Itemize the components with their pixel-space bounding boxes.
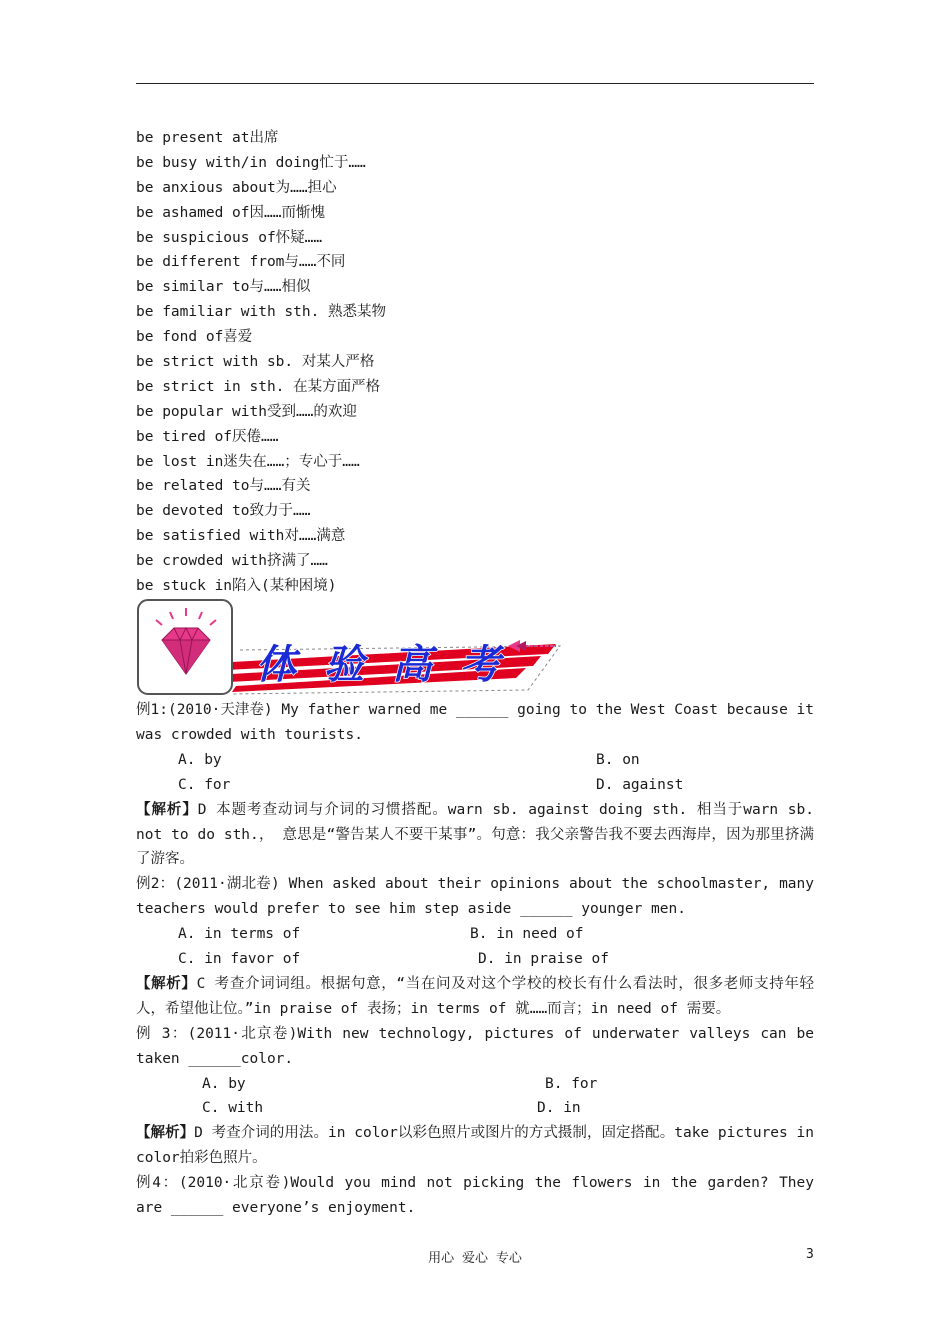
option-d: D. against	[596, 776, 684, 793]
banner-title-char: 验	[324, 642, 364, 688]
option-row	[136, 922, 814, 947]
phrase-item: be popular with受到……的欢迎	[136, 403, 357, 420]
example-question: 例 3：(2011·北京卷)With new technology, pictures of underwater valleys can be taken ______color.	[136, 1025, 814, 1067]
option-row	[136, 1072, 814, 1097]
example-question: 例1:(2010·天津卷) My father warned me ______ going to the West Coast because it was crowded with tourists.	[136, 702, 814, 743]
analysis	[136, 972, 814, 1022]
phrase-item: be busy with/in doing忙于……	[136, 154, 366, 171]
analysis-text: D 本题考查动词与介词的习惯搭配。warn sb. against doing sth. 相当于warn sb. not to do sth.， 意思是“警告某人不要干某事”。句意：我父亲警告我不要去西海岸，因为那里挤满了游客。	[136, 801, 814, 868]
option-a: A. by	[178, 751, 222, 768]
option-a: A. in terms of	[178, 926, 301, 943]
analysis-label: 【解析】	[136, 1125, 195, 1142]
banner-title-char: 体	[256, 642, 296, 688]
option-row	[136, 1096, 814, 1121]
option-row	[136, 748, 814, 773]
phrase-item: be lost in迷失在……；专心于……	[136, 453, 360, 470]
analysis	[136, 1121, 814, 1171]
phrase-item: be tired of厌倦……	[136, 428, 279, 445]
option-b: B. on	[596, 751, 640, 768]
phrase-item: be strict with sb. 对某人严格	[136, 354, 375, 371]
option-b: B. in need of	[470, 926, 584, 943]
option-c: C. with	[202, 1100, 264, 1117]
analysis	[136, 798, 814, 873]
phrase-item: be suspicious of怀疑……	[136, 229, 323, 246]
phrase-item: be related to与……有关	[136, 478, 311, 495]
header-rule	[136, 83, 814, 84]
option-d: D. in praise of	[478, 951, 609, 968]
section-banner	[136, 598, 566, 696]
option-d: D. in	[537, 1100, 581, 1117]
phrase-item: be strict in sth. 在某方面严格	[136, 378, 381, 395]
phrase-item: be similar to与……相似	[136, 279, 311, 296]
footer-motto: 用心 爱心 专心	[428, 1251, 522, 1266]
option-row	[136, 947, 814, 972]
phrase-item: be different from与……不同	[136, 254, 346, 271]
option-a: A. by	[202, 1075, 246, 1092]
phrase-item: be satisfied with对……满意	[136, 528, 346, 545]
option-row	[136, 773, 814, 798]
exam-examples	[136, 698, 814, 1221]
analysis-text: D 考查介词的用法。in color以彩色照片或图片的方式摄制，固定搭配。take pictures in color拍彩色照片。	[136, 1125, 814, 1167]
banner-graphic	[136, 598, 566, 696]
option-b: B. for	[545, 1075, 598, 1092]
phrase-item: be present at出席	[136, 130, 279, 146]
analysis-label: 【解析】	[136, 801, 198, 818]
phrase-item: be crowded with挤满了……	[136, 553, 328, 570]
phrase-item: be fond of喜爱	[136, 329, 253, 346]
option-c: C. for	[178, 776, 231, 793]
page-footer	[0, 1247, 950, 1267]
banner-title-char: 考	[460, 642, 500, 688]
phrase-item: be familiar with sth. 熟悉某物	[136, 304, 387, 321]
analysis-label: 【解析】	[136, 975, 197, 992]
phrase-list	[136, 126, 816, 599]
phrase-item: be devoted to致力于……	[136, 503, 311, 520]
phrase-item: be ashamed of因……而惭愧	[136, 204, 325, 221]
example-question: 例4：(2010·北京卷)Would you mind not picking the flowers in the garden? They are ______ everyone’s enjoyment.	[136, 1175, 814, 1217]
example-question: 例2：(2011·湖北卷) When asked about their opinions about the schoolmaster, many teachers would prefer to see him step aside ______ younger men.	[136, 876, 814, 918]
analysis-text: C 考查介词词组。根据句意，“当在问及对这个学校的校长有什么看法时，很多老师支持年轻人，希望他让位。”in praise of 表扬；in terms of 就……而言；in need of 需要。	[136, 975, 815, 1017]
option-c: C. in favor of	[178, 951, 301, 968]
phrase-item: be stuck in陷入(某种困境)	[136, 578, 337, 595]
phrase-item: be anxious about为……担心	[136, 179, 337, 196]
page-number: 3	[806, 1247, 814, 1262]
banner-title-char: 高	[392, 642, 432, 688]
